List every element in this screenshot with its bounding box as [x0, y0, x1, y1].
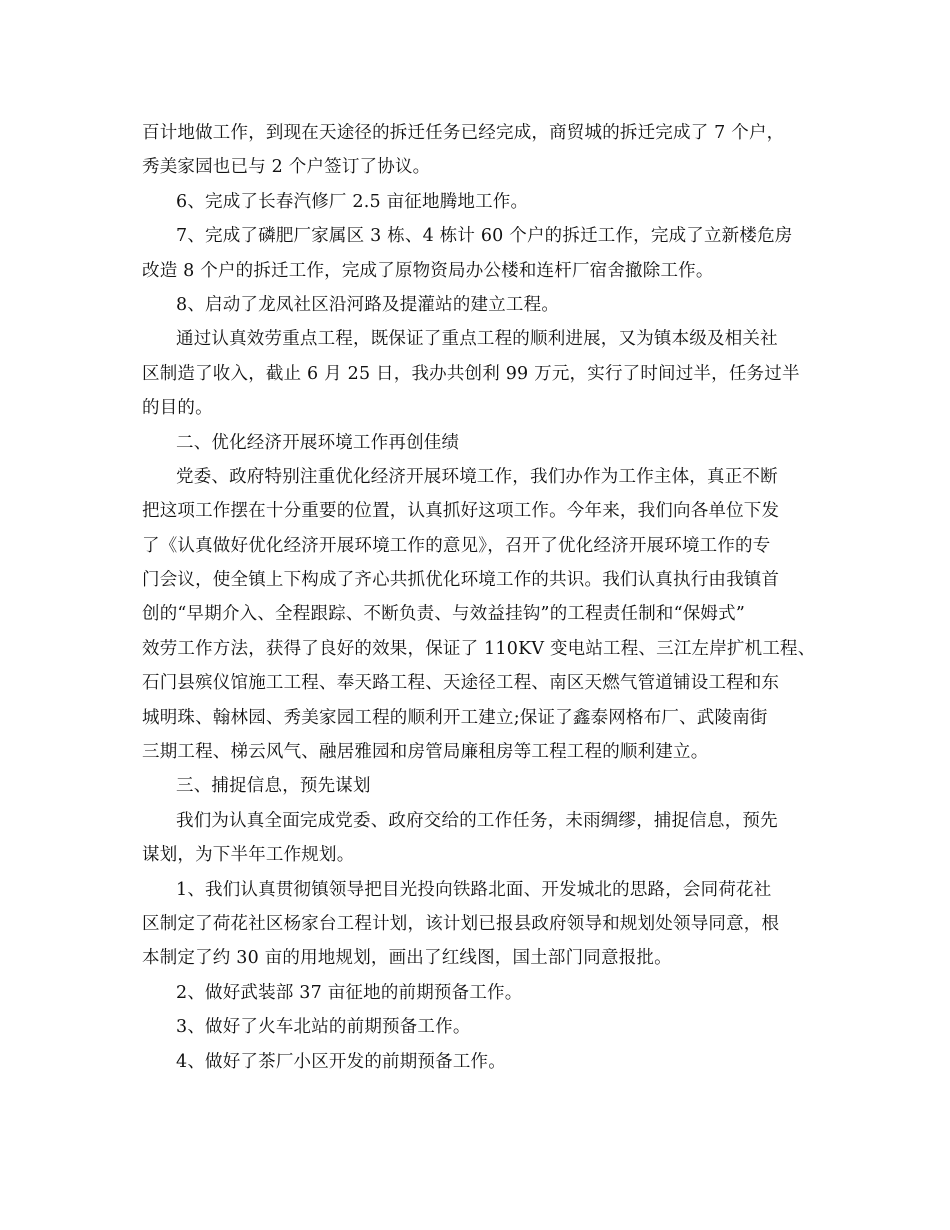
text-line: 我们为认真全面完成党委、政府交给的工作任务，未雨绸缪，捕捉信息，预先 — [176, 810, 778, 831]
text-line: 7、完成了磷肥厂家属区 3 栋、4 栋计 60 个户的拆迁工作，完成了立新楼危房 — [176, 226, 793, 247]
text-line: 二、优化经济开展环境工作再创佳绩 — [176, 432, 460, 453]
text-line: 三、捕捉信息，预先谋划 — [176, 776, 371, 797]
text-line: 1、我们认真贯彻镇领导把目光投向铁路北面、开发城北的思路，会同荷花社 — [176, 879, 772, 900]
text-line: 本制定了约 30 亩的用地规划，画出了红线图，国土部门同意报批。 — [142, 948, 672, 969]
text-line: 了《认真做好优化经济开展环境工作的意见》，召开了优化经济开展环境工作的专 — [142, 535, 771, 556]
text-line: 创的“早期介入、全程跟踪、不断负责、与效益挂钩”的工程责任制和“保姆式” — [142, 604, 745, 625]
text-line: 3、做好了火车北站的前期预备工作。 — [176, 1017, 471, 1038]
text-line: 城明珠、翰林园、秀美家园工程的顺利开工建立;保证了鑫泰网格布厂、武陵南街 — [142, 707, 768, 728]
text-line: 通过认真效劳重点工程，既保证了重点工程的顺利进展，又为镇本级及相关社 — [176, 329, 778, 350]
text-line: 2、做好武装部 37 亩征地的前期预备工作。 — [176, 982, 523, 1003]
text-line: 三期工程、梯云风气、融居雅园和房管局廉租房等工程工程的顺利建立。 — [142, 742, 709, 763]
text-line: 4、做好了茶厂小区开发的前期预备工作。 — [176, 1051, 506, 1072]
text-line: 改造 8 个户的拆迁工作，完成了原物资局办公楼和连杆厂宿舍撤除工作。 — [142, 260, 714, 281]
text-line: 效劳工作方法，获得了良好的效果，保证了 110KV 变电站工程、三江左岸扩机工程、 — [142, 638, 816, 659]
text-line: 区制定了荷花社区杨家台工程计划，该计划已报县政府领导和规划处领导同意，根 — [142, 913, 780, 934]
text-line: 区制造了收入，截止 6 月 25 日，我办共创利 99 万元，实行了时间过半，任务过半 — [142, 363, 800, 384]
text-line: 6、完成了长春汽修厂 2.5 亩征地腾地工作。 — [176, 191, 529, 212]
text-line: 把这项工作摆在十分重要的位置，认真抓好这项工作。今年来，我们向各单位下发 — [142, 501, 780, 522]
text-line: 8、启动了龙凤社区沿河路及提灌站的建立工程。 — [176, 294, 560, 315]
document-page — [142, 116, 814, 1079]
text-line: 石门县殡仪馆施工工程、奉天路工程、天途径工程、南区天燃气管道铺设工程和东 — [142, 673, 780, 694]
text-line: 门会议，使全镇上下构成了齐心共抓优化环境工作的共识。我们认真执行由我镇首 — [142, 570, 780, 591]
text-line: 百计地做工作，到现在天途径的拆迁任务已经完成，商贸城的拆迁完成了 7 个户， — [142, 123, 785, 143]
text-line: 党委、政府特别注重优化经济开展环境工作，我们办作为工作主体，真正不断 — [176, 466, 778, 487]
text-line: 秀美家园也已与 2 个户签订了协议。 — [142, 157, 431, 178]
text-line: 谋划，为下半年工作规划。 — [142, 845, 355, 866]
text-line: 的目的。 — [142, 398, 213, 419]
